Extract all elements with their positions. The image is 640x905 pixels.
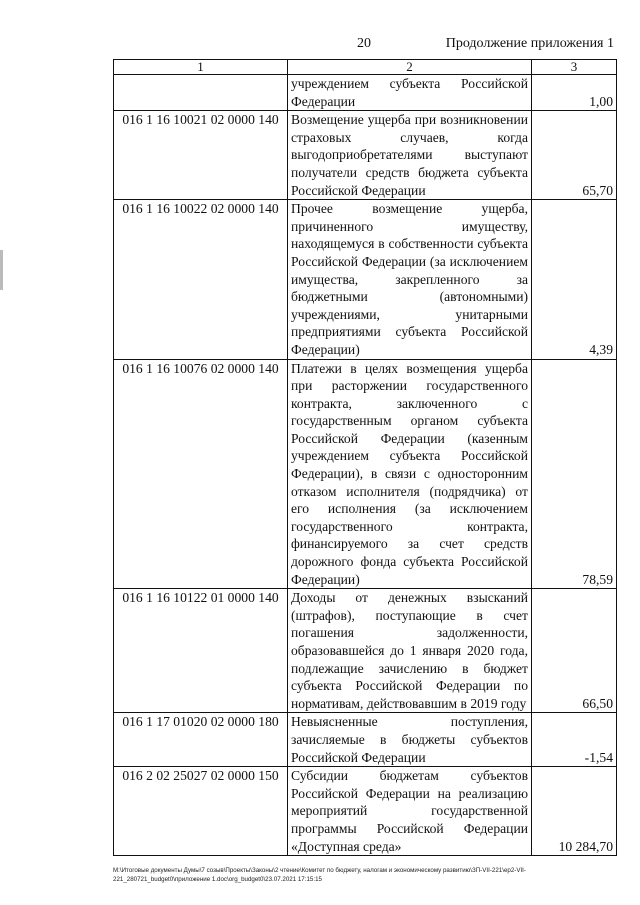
code-cell: 016 1 16 10076 02 0000 140	[114, 359, 288, 589]
table-row	[114, 111, 617, 200]
amount-cell: 78,59	[532, 359, 617, 589]
table-row	[114, 767, 617, 856]
page-number: 20	[357, 36, 371, 51]
table-header-row	[114, 60, 617, 75]
code-cell	[114, 75, 288, 111]
name-cell: Прочее возмещение ущерба, причиненного имуществу, находящемуся в собственности субъекта Российской Федерации (за исключением имущества, закрепленного за бюджетными (автономными) учреждениями, унитарными предприятиями субъекта Российской Федерации)	[288, 200, 532, 359]
amount-cell: 10 284,70	[532, 767, 617, 856]
amount-cell: 4,39	[532, 200, 617, 359]
code-cell: 016 1 16 10122 01 0000 140	[114, 589, 288, 713]
amount-cell: -1,54	[532, 713, 617, 767]
name-cell: Платежи в целях возмещения ущерба при расторжении государственного контракта, заключенного с государственным органом субъекта Российской Федерации (казенным учреждением субъекта Российской Федерации), в связи с односторонним отказом исполнителя (подрядчика) от его исполнения (за исключением государственного контракта, финансируемого за счет средств дорожного фонда субъекта Российской Федерации)	[288, 359, 532, 589]
code-cell: 016 1 16 10022 02 0000 140	[114, 200, 288, 359]
table-row	[114, 589, 617, 713]
amount-cell: 66,50	[532, 589, 617, 713]
name-cell: Возмещение ущерба при возникновении страховых случаев, когда выгодоприобретателями выступают получатели средств бюджета субъекта Российской Федерации	[288, 111, 532, 200]
column-header: 2	[288, 60, 532, 75]
code-cell: 016 2 02 25027 02 0000 150	[114, 767, 288, 856]
revenue-table	[113, 59, 617, 856]
name-cell: Субсидии бюджетам субъектов Российской Федерации на реализацию мероприятий государственной программы Российской Федерации «Доступная среда»	[288, 767, 532, 856]
column-header: 3	[532, 60, 617, 75]
continuation-label: Продолжение приложения 1	[445, 36, 614, 51]
table-row	[114, 75, 617, 111]
scan-edge-mark	[0, 250, 3, 290]
amount-cell: 1,00	[532, 75, 617, 111]
table-row	[114, 359, 617, 589]
amount-cell: 65,70	[532, 111, 617, 200]
name-cell: Доходы от денежных взысканий (штрафов), поступающие в счет погашения задолженности, образовавшейся до 1 января 2020 года, подлежащие зачислению в бюджет субъекта Российской Федерации по нормативам, действовавшим в 2019 году	[288, 589, 532, 713]
code-cell: 016 1 17 01020 02 0000 180	[114, 713, 288, 767]
name-cell: учреждением субъекта Российской Федерации	[288, 75, 532, 111]
file-path-footer: M:\Итоговые документы Думы\7 созыв\Проекты\Законы\2 чтение\Комитет по бюджету, налогам и экономическому развитию\ЗП-VII-221\ер2-VII-221_280721_budget0\приложение 1.doc\org_budget0\23.07.2021 17:15:15	[113, 867, 526, 883]
code-cell: 016 1 16 10021 02 0000 140	[114, 111, 288, 200]
name-cell: Невыясненные поступления, зачисляемые в бюджеты субъектов Российской Федерации	[288, 713, 532, 767]
table-row	[114, 200, 617, 359]
table-row	[114, 713, 617, 767]
column-header: 1	[114, 60, 288, 75]
